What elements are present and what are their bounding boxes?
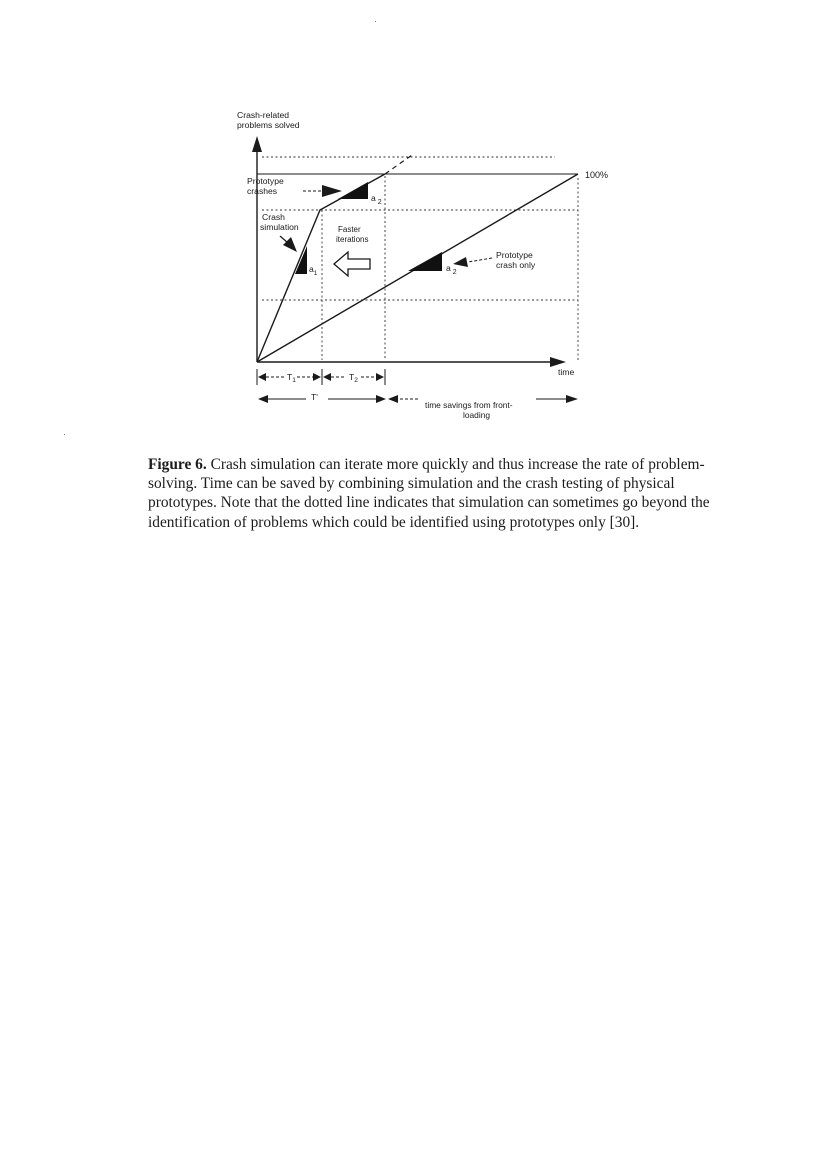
prototype-crashes-label-1: Prototype <box>247 176 284 186</box>
prototype-only-arrow <box>468 258 492 262</box>
crash-simulation-arrowhead <box>283 237 297 252</box>
faster-iterations-arrow <box>334 252 370 276</box>
faster-iterations-label-2: iterations <box>336 235 369 244</box>
x-axis-arrowhead <box>550 357 566 367</box>
slope-label-a1: $a_1$ <box>309 264 318 277</box>
faster-iterations-label-1: Faster <box>338 225 361 234</box>
y-axis-label-2: problems solved <box>237 120 300 130</box>
time-savings-label-1: time savings from front- <box>425 400 513 410</box>
prototype-crashes-label-2: crashes <box>247 186 278 196</box>
pointer-arrows <box>280 185 492 267</box>
crash-simulation-label-2: simulation <box>260 222 299 232</box>
t-prime-left-arrowhead <box>258 395 268 403</box>
crash-simulation-label-1: Crash <box>262 212 285 222</box>
slope-label-a2-right: a $_2$ <box>446 263 457 276</box>
y-axis-arrowhead <box>252 136 262 152</box>
t-prime-right-arrowhead <box>376 395 386 403</box>
figure-caption <box>148 455 738 532</box>
prototype-crash-only-label-2: crash only <box>496 260 536 270</box>
x-axis-label: time <box>558 367 575 377</box>
scan-speck <box>375 21 376 22</box>
prototype-only-arrowhead <box>453 257 468 267</box>
slope-triangle-a2-right <box>408 252 442 271</box>
t1-right-arrowhead <box>313 373 321 381</box>
time-savings-label-2: loading <box>463 410 491 420</box>
t2-label: $T_2$ <box>349 372 358 384</box>
slope-triangle-a1 <box>295 246 307 274</box>
time-savings-left-arrowhead <box>388 395 398 403</box>
prototype-crash-only-label-1: Prototype <box>496 250 533 260</box>
simulation-extension-dashed <box>385 155 412 174</box>
slope-label-a2-top: a $_2$ <box>371 193 382 206</box>
t1-left-arrowhead <box>258 373 266 381</box>
slope-triangle-a2-top <box>338 182 368 199</box>
y-axis-label-1: Crash-related <box>237 110 290 120</box>
figure-caption-text: Crash simulation can iterate more quickly and thus increase the rate of problem-solving. Time can be saved by combining simulation and the crash testing of physical prototypes. Note that the dotted line indicates that simulation can sometimes go beyond the identification of problems which could be identified using prototypes only [30]. <box>148 456 710 531</box>
figure-6-diagram <box>0 0 827 440</box>
hundred-percent-label: 100% <box>585 170 609 180</box>
t2-left-arrowhead <box>323 373 331 381</box>
t1-label: $T_1$ <box>287 372 296 384</box>
scan-speck <box>64 434 65 435</box>
figure-caption-label: Figure 6. <box>148 456 207 473</box>
t2-right-arrowhead <box>376 373 384 381</box>
t-prime-label: T' <box>311 392 318 402</box>
time-savings-right-arrowhead <box>566 395 578 403</box>
prototype-crashes-arrowhead <box>322 185 342 197</box>
